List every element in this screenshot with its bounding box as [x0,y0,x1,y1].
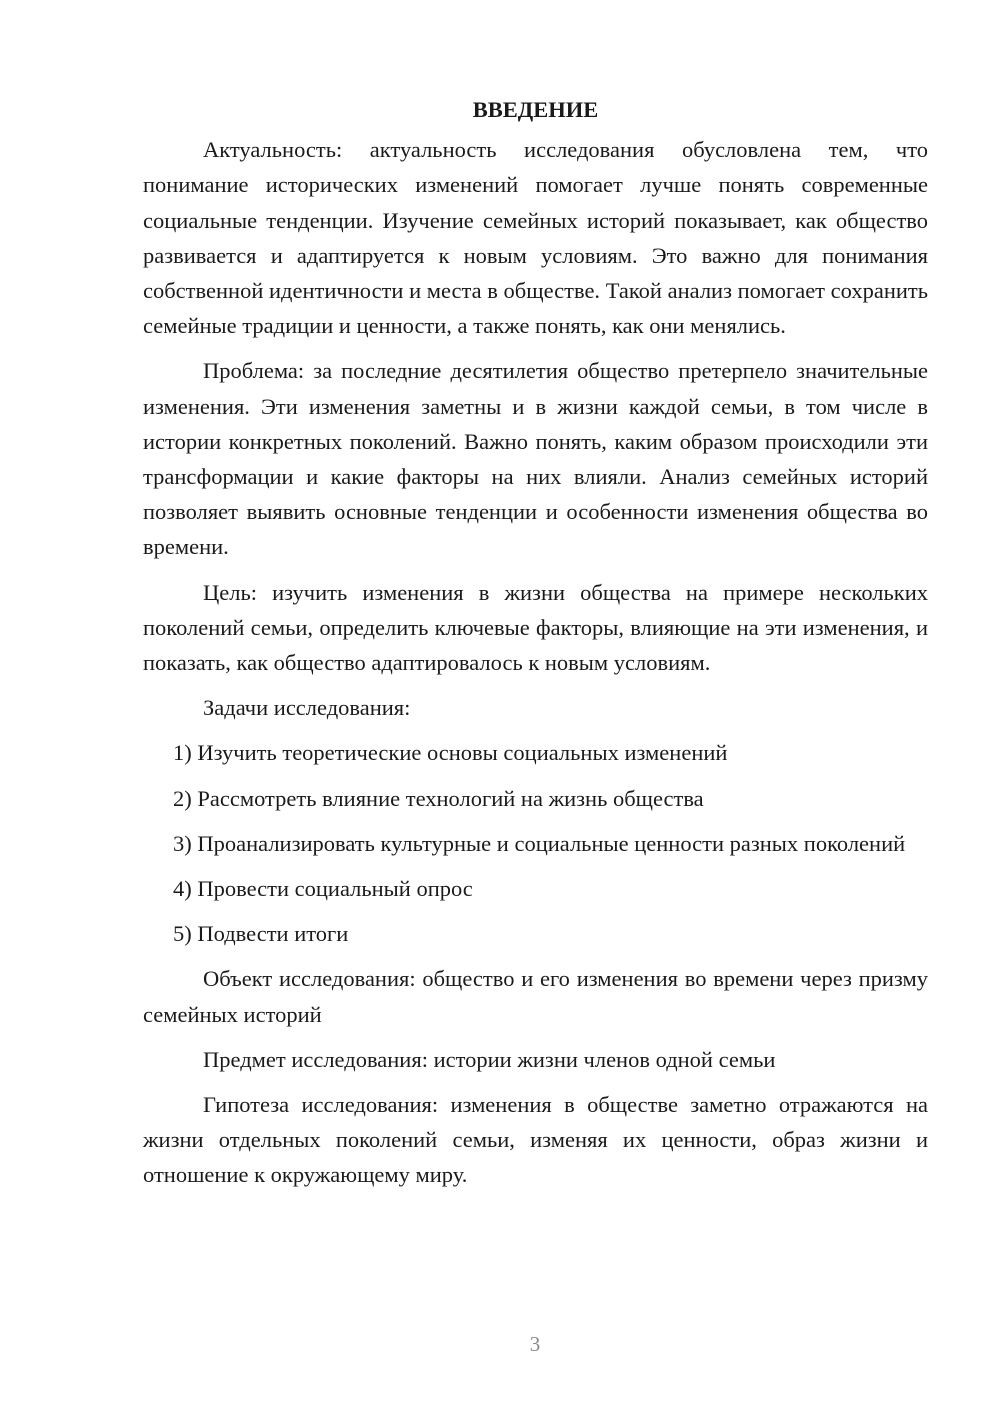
paragraph-tasks-heading: Задачи исследования: [203,695,411,721]
paragraph-subject: Предмет исследования: истории жизни членов одной семьи [203,1046,776,1072]
task-item: 3) Проанализировать культурные и социальные ценности разных поколений [173,830,906,856]
task-item: 4) Провести социальный опрос [173,876,473,902]
task-item: 2) Рассмотреть влияние технологий на жизнь общества [173,785,704,811]
document-page [143,92,928,1203]
section-title: ВВЕДЕНИЕ [472,97,599,122]
task-item: 1) Изучить теоретические основы социальных изменений [173,740,728,766]
paragraph-object: Объект исследования: общество и его изменения во времени через призму семейных историй [143,966,928,1027]
paragraph-hypothesis: Гипотеза исследования: изменения в обществе заметно отражаются на жизни отдельных поколений семьи, изменяя их ценности, образ жизни и отношение к окружающему миру. [143,1092,928,1188]
task-item: 5) Подвести итоги [173,921,349,947]
paragraph-problem: Проблема: за последние десятилетия общество претерпело значительные изменения. Эти изменения заметны и в жизни каждой семьи, в том числе в истории конкретных поколений. Важно понять, каким образом происходили эти трансформации и какие факторы на них влияли. Анализ семейных историй позволяет выявить основные тенденции и особенности изменения общества во времени. [143,358,928,560]
page-number: 3 [529,1332,541,1356]
paragraph-goal: Цель: изучить изменения в жизни общества на примере нескольких поколений семьи, определить ключевые факторы, влияющие на эти изменения, и показать, как общество адаптировалось к новым условиям. [143,579,928,676]
paragraph-relevance: Актуальность: актуальность исследования обусловлена тем, что понимание исторических изменений помогает лучше понять современные социальные тенденции. Изучение семейных историй показывает, как общество развивается и адаптируется к новым условиям. Это важно для понимания собственной идентичности и места в обществе. Такой анализ помогает сохранить семейные традиции и ценности, а также понять, как они менялись. [143,137,928,339]
